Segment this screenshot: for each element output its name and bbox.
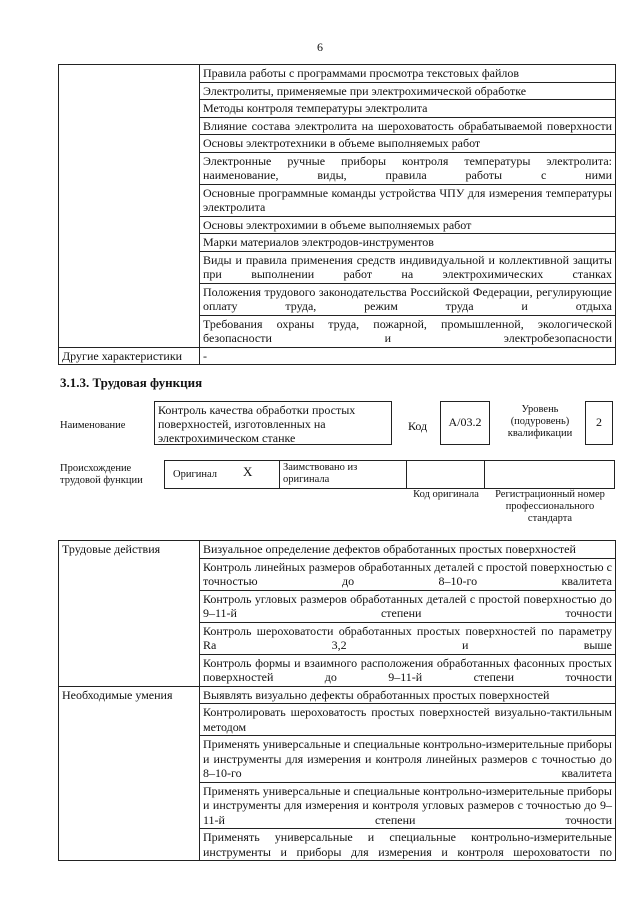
- table-row: [59, 686, 616, 704]
- table-cell: Контролировать шероховатость простых поверхностей визуально-тактильным методом: [200, 704, 616, 736]
- table-row: [59, 347, 616, 365]
- table-cell: Применять универсальные и специальные контрольно-измерительные инструменты и приборы для измерения и контроля шероховатости по: [200, 829, 616, 861]
- table-cell: Требования охраны труда, пожарной, промышленной, экологической безопасности и электробезопасности: [200, 315, 616, 347]
- table-cell: Методы контроля температуры электролита: [200, 100, 616, 118]
- level-value: 2: [585, 401, 613, 445]
- origin-label: Происхождение трудовой функции: [60, 463, 143, 486]
- origin-code-caption: Код оригинала: [413, 489, 479, 500]
- labor-function-table: [58, 540, 616, 861]
- table-row: [59, 65, 616, 83]
- table-cell: Правила работы с программами просмотра текстовых файлов: [200, 65, 616, 83]
- section-title: 3.1.3. Трудовая функция: [60, 375, 203, 390]
- table-cell: Применять универсальные и специальные контрольно-измерительные приборы и инструменты для измерения и контроля угловых размеров с точностью до 9–11-й степени точности: [200, 782, 616, 829]
- table-cell: Выявлять визуально дефекты обработанных простых поверхностей: [200, 686, 616, 704]
- table-cell: Виды и правила применения средств индивидуальной и коллективной защиты при выполнении работ на электрохимических станках: [200, 251, 616, 283]
- borrowed-label: Заимствовано из оригинала: [279, 460, 407, 489]
- table-cell: Контроль линейных размеров обработанных деталей с простой поверхностью с точностью до 8–10-го квалитета: [200, 558, 616, 590]
- table-cell: Влияние состава электролита на шероховатость обрабатываемой поверхности: [200, 117, 616, 135]
- original-cell: [164, 460, 280, 489]
- table-cell: Марки материалов электродов-инструментов: [200, 234, 616, 252]
- code-label: Код: [408, 419, 428, 433]
- code-value: А/03.2: [440, 401, 490, 445]
- table-cell: Положения трудового законодательства Российской Федерации, регулирующие оплату труда, режим труда и отдыха: [200, 283, 616, 315]
- table-row: [59, 541, 616, 559]
- table-cell: Контроль угловых размеров обработанных деталей с простой поверхностью до 9–11-й степени точности: [200, 590, 616, 622]
- registration-number-cell: [484, 460, 615, 489]
- other-characteristics-value: -: [200, 347, 616, 365]
- original-label: Оригинал: [173, 469, 217, 480]
- page-number: 6: [317, 40, 323, 54]
- empty-label-cell: [59, 65, 200, 348]
- table-cell: Основы электрохимии в объеме выполняемых работ: [200, 216, 616, 234]
- table-cell: Электронные ручные приборы контроля температуры электролита: наименование, виды, правила работы с ними: [200, 152, 616, 184]
- actions-label: Трудовые действия: [59, 541, 200, 687]
- table-cell: Применять универсальные и специальные контрольно-измерительные приборы и инструменты для измерения и контроля линейных размеров с точностью до 8–10-го квалитета: [200, 736, 616, 783]
- skills-label: Необходимые умения: [59, 686, 200, 861]
- other-characteristics-label: Другие характеристики: [59, 347, 200, 365]
- table-cell: Основные программные команды устройства ЧПУ для измерения температуры электролита: [200, 184, 616, 216]
- name-label: Наименование: [60, 420, 126, 431]
- knowledge-table: [58, 64, 616, 365]
- name-value: Контроль качества обработки простых поверхностей, изготовленных на электрохимическом станке: [154, 401, 392, 445]
- origin-code-cell: [406, 460, 485, 489]
- level-label: Уровень (подуровень) квалификации: [507, 404, 573, 439]
- table-cell: Визуальное определение дефектов обработанных простых поверхностей: [200, 541, 616, 559]
- table-cell: Контроль шероховатости обработанных простых поверхностей по параметру Ra 3,2 и выше: [200, 622, 616, 654]
- original-mark: X: [243, 464, 253, 479]
- table-cell: Основы электротехники в объеме выполняемых работ: [200, 135, 616, 153]
- table-cell: Электролиты, применяемые при электрохимической обработке: [200, 82, 616, 100]
- table-cell: Контроль формы и взаимного расположения обработанных фасонных простых поверхностей до 9–11-й степени точности: [200, 654, 616, 686]
- registration-number-caption: Регистрационный номер профессионального стандарта: [495, 489, 605, 524]
